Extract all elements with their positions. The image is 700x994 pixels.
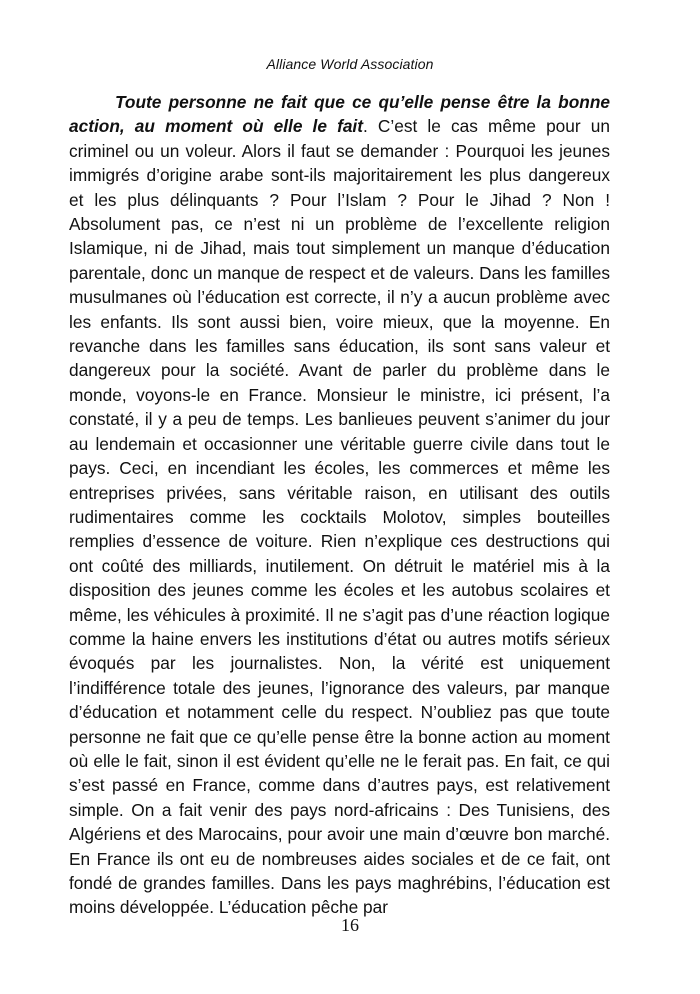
page-number: 16 (341, 915, 359, 935)
body-paragraph (69, 90, 610, 920)
paragraph-text: . C’est le cas même pour un criminel ou un voleur. Alors il faut se demander : Pourquoi les jeunes immigrés d’origine arabe sont-ils majoritairement les plus dangereux et les plus délinquants ? Pour l’Islam ? Pour le Jihad ? Non ! Absolument pas, ce n’est ni un problème de l’excellente religion Islamique, ni de Jihad, mais tout simplement un manque d’éducation parentale, donc un manque de respect et de valeurs. Dans les familles musulmanes où l’éducation est correcte, il n’y a aucun problème avec les enfants. Ils sont aussi bien, voire mieux, que la moyenne. En revanche dans les familles sans éducation, ils sont sans valeur et dangereux pour la société. Avant de parler du problème dans le monde, voyons-le en France. Monsieur le ministre, ici présent, l’a constaté, il y a peu de temps. Les banlieues peuvent s’animer du jour au lendemain et occasionner une véritable guerre civile dans tout le pays. Ceci, en incendiant les écoles, les commerces et même les entreprises privées, sans véritable raison, en utilisant des outils rudimentaires comme les cocktails Molotov, simples bouteilles remplies d’essence de voiture. Rien n’explique ces destructions qui ont coûté des milliards, inutilement. On détruit le matériel mis à la disposition des jeunes comme les écoles et les autobus scolaires et même, les véhicules à proximité. Il ne s’agit pas d’une réaction logique comme la haine envers les institutions d’état ou autres motifs sérieux évoqués par les journalistes. Non, la vérité est uniquement l’indifférence totale des jeunes, l’ignorance des valeurs, par manque d’éducation et notamment celle du respect. N’oubliez pas que toute personne ne fait que ce qu’elle pense être la bonne action au moment où elle le fait, sinon il est évident qu’elle ne le ferait pas. En fait, ce qui s’est passé en France, comme dans d’autres pays, est relativement simple. On a fait venir des pays nord-africains : Des Tunisiens, des Algériens et des Marocains, pour avoir une main d’œuvre bon marché. En France ils ont eu de nombreuses aides sociales et de ce fait, ont fondé de grandes familles. Dans les pays maghrébins, l’éducation est moins développée. L’éducation pêche par (69, 116, 610, 918)
running-header: Alliance World Association (266, 56, 434, 72)
lead-sentence: Toute personne ne fait que ce qu’elle pense être la bonne action, au moment où elle le fait (69, 92, 610, 137)
